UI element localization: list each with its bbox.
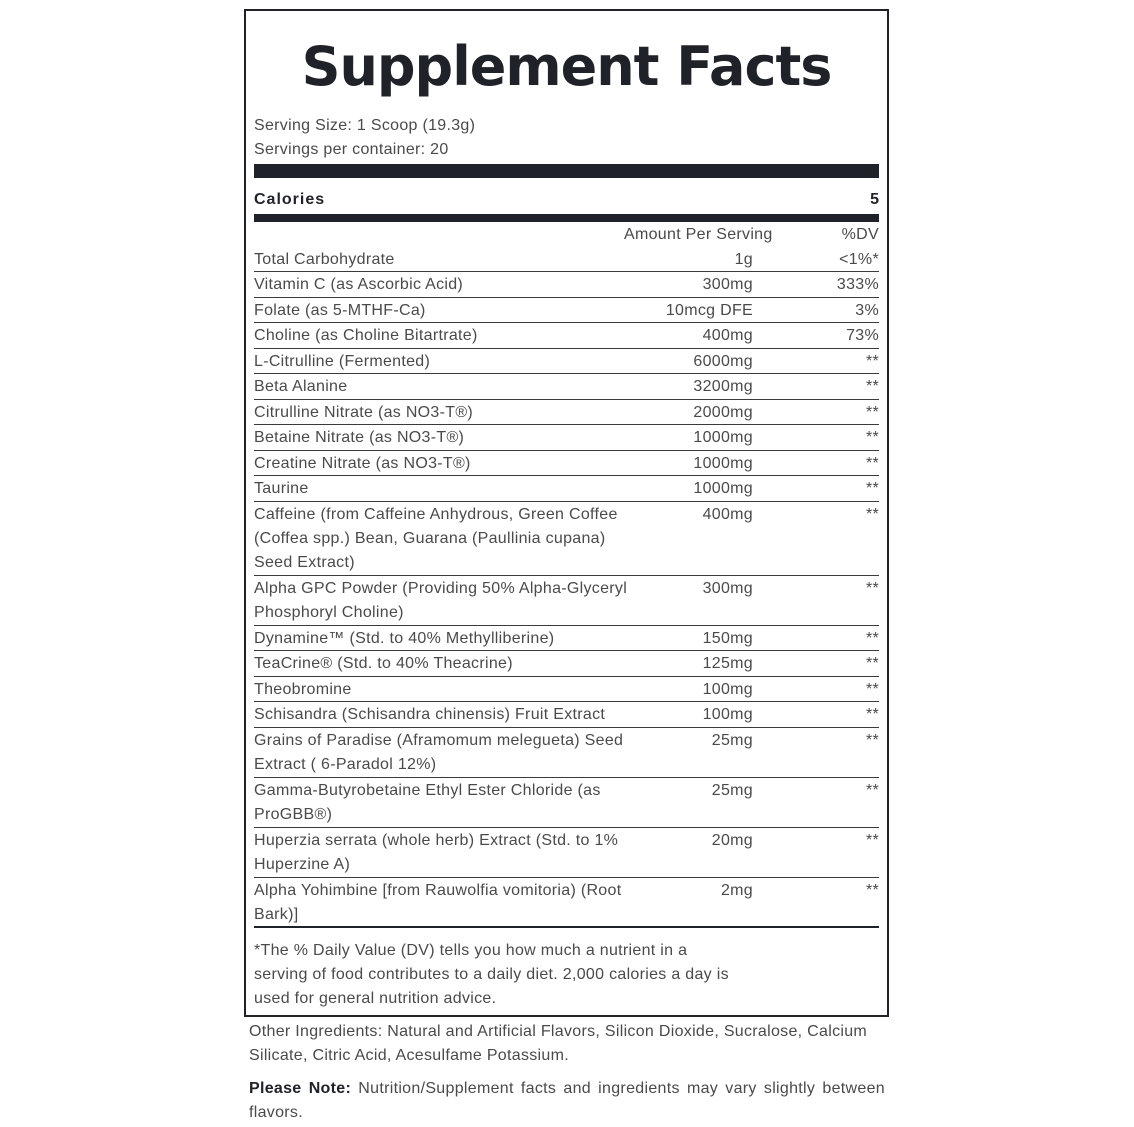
amount-header: Amount Per Serving <box>624 226 773 243</box>
table-row <box>254 272 879 298</box>
supplement-facts-panel <box>244 9 889 1017</box>
nutrient-amount: 125mg <box>702 655 753 672</box>
nutrient-dv: ** <box>865 782 879 799</box>
table-row <box>254 247 879 272</box>
nutrient-name: Alpha GPC Powder (Providing 50% Alpha-Glyceryl Phosphoryl Choline) <box>254 580 628 621</box>
medium-divider <box>254 214 879 222</box>
nutrient-name: Total Carbohydrate <box>254 251 395 268</box>
nutrient-name: Betaine Nitrate (as NO3-T®) <box>254 429 465 446</box>
table-row <box>254 828 879 878</box>
calories-value: 5 <box>870 191 879 208</box>
nutrient-table <box>254 247 879 928</box>
dv-footnote: *The % Daily Value (DV) tells you how much a nutrient in a serving of food contributes to a daily diet. 2,000 calories a day is used for general nutrition advice. <box>254 942 729 1007</box>
nutrient-amount: 300mg <box>702 276 753 293</box>
nutrient-dv: ** <box>865 455 879 472</box>
servings-per-container: Servings per container: 20 <box>254 141 449 158</box>
nutrient-dv: ** <box>865 732 879 749</box>
table-row <box>254 702 879 728</box>
nutrient-amount: 1000mg <box>693 480 753 497</box>
table-row <box>254 451 879 476</box>
nutrient-dv: ** <box>865 580 879 597</box>
nutrient-dv: <1%* <box>839 251 879 268</box>
dv-header: %DV <box>841 226 879 243</box>
nutrient-amount: 6000mg <box>693 353 753 370</box>
nutrient-name: Caffeine (from Caffeine Anhydrous, Green Coffee (Coffea spp.) Bean, Guarana (Paullinia cupana) Seed Extract) <box>254 506 618 571</box>
nutrient-dv: ** <box>865 630 879 647</box>
table-row <box>254 878 879 928</box>
calories-label: Calories <box>254 191 326 208</box>
table-row <box>254 576 879 626</box>
table-row <box>254 298 879 323</box>
nutrient-name: Grains of Paradise (Aframomum melegueta) Seed Extract ( 6-Paradol 12%) <box>254 732 624 773</box>
nutrient-amount: 1000mg <box>693 429 753 446</box>
nutrient-dv: ** <box>865 655 879 672</box>
nutrient-amount: 2000mg <box>693 404 753 421</box>
nutrient-name: Huperzia serrata (whole herb) Extract (Std. to 1% Huperzine A) <box>254 832 619 873</box>
serving-size: Serving Size: 1 Scoop (19.3g) <box>254 117 476 134</box>
table-row <box>254 502 879 576</box>
table-row <box>254 323 879 349</box>
nutrient-amount: 25mg <box>711 782 753 799</box>
nutrient-name: Citrulline Nitrate (as NO3-T®) <box>254 404 474 421</box>
page-title: Supplement Facts <box>301 35 832 98</box>
other-ingredients: Other Ingredients: Natural and Artificial Flavors, Silicon Dioxide, Sucralose, Calcium Silicate, Citric Acid, Acesulfame Potassium. <box>249 1023 868 1064</box>
nutrient-amount: 2mg <box>720 882 753 899</box>
note-text: Nutrition/Supplement facts and ingredients may vary slightly between flavors. <box>249 1080 885 1121</box>
nutrient-amount: 25mg <box>711 732 753 749</box>
nutrient-name: Creatine Nitrate (as NO3-T®) <box>254 455 471 472</box>
table-row <box>254 476 879 502</box>
nutrient-dv: ** <box>865 429 879 446</box>
nutrient-name: Alpha Yohimbine [from Rauwolfia vomitoria) (Root Bark)] <box>254 882 622 923</box>
note-label: Please Note: <box>249 1080 352 1097</box>
nutrient-amount: 10mcg DFE <box>665 302 753 319</box>
nutrient-dv: ** <box>865 706 879 723</box>
nutrient-dv: ** <box>865 353 879 370</box>
nutrient-name: Schisandra (Schisandra chinensis) Fruit Extract <box>254 706 606 723</box>
nutrient-name: Folate (as 5-MTHF-Ca) <box>254 302 426 319</box>
nutrient-name: TeaCrine® (Std. to 40% Theacrine) <box>254 655 513 672</box>
nutrient-name: Theobromine <box>254 681 352 698</box>
nutrient-amount: 1000mg <box>693 455 753 472</box>
nutrient-dv: ** <box>865 882 879 899</box>
nutrient-amount: 400mg <box>702 506 753 523</box>
nutrient-dv: ** <box>865 404 879 421</box>
nutrient-amount: 3200mg <box>693 378 753 395</box>
table-row <box>254 677 879 702</box>
table-row <box>254 374 879 400</box>
table-row <box>254 728 879 778</box>
nutrient-amount: 300mg <box>702 580 753 597</box>
nutrient-dv: ** <box>865 480 879 497</box>
table-row <box>254 349 879 374</box>
table-row <box>254 425 879 451</box>
nutrient-dv: 333% <box>836 276 879 293</box>
table-row <box>254 400 879 425</box>
nutrient-dv: ** <box>865 506 879 523</box>
nutrient-amount: 400mg <box>702 327 753 344</box>
nutrient-name: Gamma-Butyrobetaine Ethyl Ester Chloride (as ProGBB®) <box>254 782 601 823</box>
nutrient-amount: 20mg <box>711 832 753 849</box>
nutrient-dv: ** <box>865 832 879 849</box>
nutrient-name: Choline (as Choline Bitartrate) <box>254 327 478 344</box>
nutrient-dv: 73% <box>846 327 879 344</box>
table-row <box>254 626 879 651</box>
please-note <box>249 1077 885 1125</box>
nutrient-amount: 100mg <box>702 706 753 723</box>
nutrient-amount: 100mg <box>702 681 753 698</box>
nutrient-dv: ** <box>865 378 879 395</box>
thick-divider <box>254 164 879 178</box>
nutrient-dv: ** <box>865 681 879 698</box>
nutrient-name: Dynamine™ (Std. to 40% Methylliberine) <box>254 630 555 647</box>
nutrient-name: L-Citrulline (Fermented) <box>254 353 431 370</box>
nutrient-amount: 150mg <box>702 630 753 647</box>
nutrient-amount: 1g <box>734 251 753 268</box>
table-row <box>254 651 879 677</box>
table-row <box>254 778 879 828</box>
nutrient-name: Vitamin C (as Ascorbic Acid) <box>254 276 464 293</box>
nutrient-name: Taurine <box>254 480 309 497</box>
nutrient-name: Beta Alanine <box>254 378 348 395</box>
nutrient-dv: 3% <box>855 302 879 319</box>
